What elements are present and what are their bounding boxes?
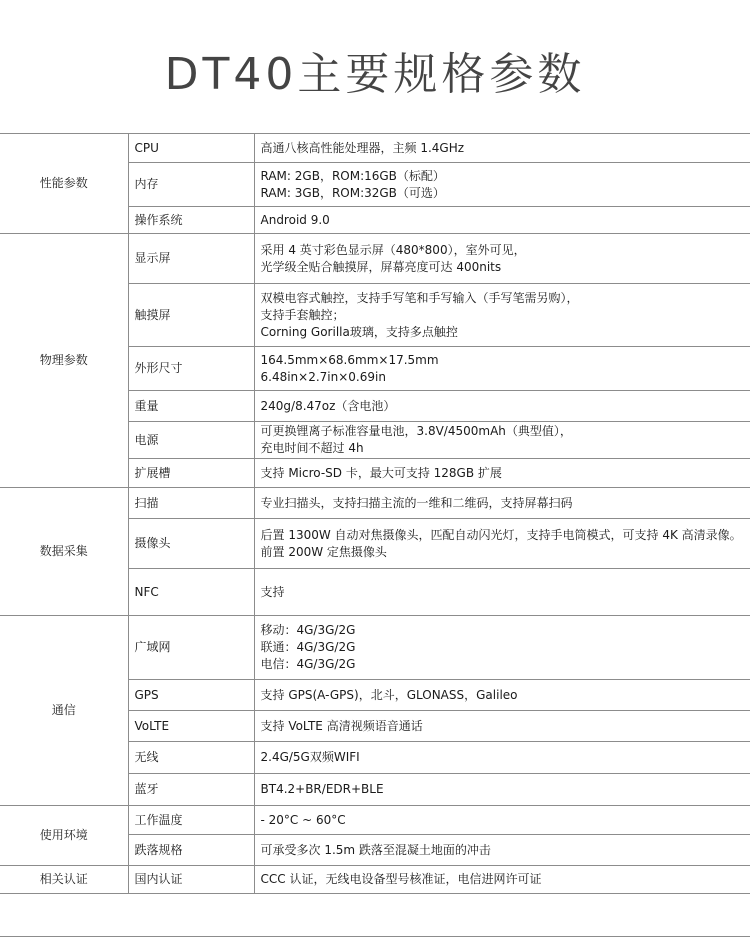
value-line: - 20°C ~ 60°C	[260, 812, 346, 827]
item-cell: 内存	[128, 163, 254, 207]
value-line: 电信：4G/3G/2G	[260, 657, 356, 671]
category-cell: 性能参数	[0, 134, 128, 234]
value-cell	[254, 163, 750, 207]
value-line: 164.5mm×68.6mm×17.5mm	[260, 352, 439, 367]
value-cell	[254, 422, 750, 459]
value-line: 后置 1300W 自动对焦摄像头，匹配自动闪光灯，支持手电筒模式，可支持 4K 高清录像。	[260, 527, 742, 542]
spec-table	[0, 133, 750, 894]
value-cell	[254, 742, 750, 774]
item-cell: 重量	[128, 391, 254, 422]
value-line: 支持 GPS(A-GPS)，北斗，GLONASS，Galileo	[260, 687, 518, 702]
table-row	[0, 234, 750, 284]
value-cell	[254, 284, 750, 347]
category-cell: 数据采集	[0, 488, 128, 616]
value-cell	[254, 866, 750, 894]
item-cell: 触摸屏	[128, 284, 254, 347]
value-cell	[254, 488, 750, 519]
item-cell: 外形尺寸	[128, 347, 254, 391]
value-cell	[254, 835, 750, 866]
value-cell	[254, 569, 750, 616]
item-cell: GPS	[128, 680, 254, 711]
value-line: 双模电容式触控，支持手写笔和手写输入（手写笔需另购），	[260, 290, 579, 305]
value-cell	[254, 806, 750, 835]
table-row	[0, 806, 750, 835]
value-line: 移动：4G/3G/2G	[260, 623, 356, 637]
value-line: 支持手套触控；	[260, 307, 345, 322]
value-cell	[254, 459, 750, 488]
item-cell: NFC	[128, 569, 254, 616]
value-line: 可承受多次 1.5m 跌落至混凝土地面的冲击	[260, 842, 491, 857]
item-cell: 扩展槽	[128, 459, 254, 488]
value-line: Corning Gorilla玻璃，支持多点触控	[260, 324, 458, 339]
value-line: 充电时间不超过 4h	[260, 441, 364, 455]
item-cell: CPU	[128, 134, 254, 163]
value-cell	[254, 391, 750, 422]
spec-table-body	[0, 134, 750, 894]
table-row	[0, 488, 750, 519]
table-row	[0, 866, 750, 894]
item-cell: 广域网	[128, 616, 254, 680]
category-cell: 相关认证	[0, 866, 128, 894]
item-cell: 国内认证	[128, 866, 254, 894]
value-line: 联通：4G/3G/2G	[260, 640, 356, 654]
table-row	[0, 134, 750, 163]
value-line: 高通八核高性能处理器，主频 1.4GHz	[260, 140, 465, 155]
value-cell	[254, 774, 750, 806]
value-line: CCC 认证，无线电设备型号核准证，电信进网许可证	[260, 872, 542, 886]
value-line: 光学级全贴合触摸屏，屏幕亮度可达 400nits	[260, 259, 502, 274]
value-cell	[254, 347, 750, 391]
item-cell: 扫描	[128, 488, 254, 519]
value-line: 支持 Micro-SD 卡，最大可支持 128GB 扩展	[260, 465, 502, 480]
value-line: Android 9.0	[260, 212, 330, 227]
item-cell: 工作温度	[128, 806, 254, 835]
value-cell	[254, 519, 750, 569]
item-cell: 跌落规格	[128, 835, 254, 866]
value-line: 专业扫描头，支持扫描主流的一维和二维码，支持屏幕扫码	[260, 495, 573, 510]
value-line: RAM: 2GB，ROM:16GB（标配）	[260, 168, 445, 183]
value-line: 可更换锂离子标准容量电池，3.8V/4500mAh（典型值），	[260, 424, 572, 438]
value-line: 支持	[260, 584, 285, 599]
category-cell: 物理参数	[0, 234, 128, 488]
item-cell: 操作系统	[128, 207, 254, 234]
value-line: RAM: 3GB，ROM:32GB（可选）	[260, 185, 445, 200]
item-cell: VoLTE	[128, 711, 254, 742]
value-line: 240g/8.47oz（含电池）	[260, 398, 396, 413]
category-cell: 通信	[0, 616, 128, 806]
item-cell: 蓝牙	[128, 774, 254, 806]
item-cell: 摄像头	[128, 519, 254, 569]
table-bottom-rule	[0, 936, 750, 937]
value-line: 前置 200W 定焦摄像头	[260, 544, 387, 559]
value-cell	[254, 207, 750, 234]
value-cell	[254, 616, 750, 680]
value-line: 6.48in×2.7in×0.69in	[260, 369, 386, 384]
item-cell: 无线	[128, 742, 254, 774]
item-cell: 显示屏	[128, 234, 254, 284]
page-title: DT40主要规格参数	[164, 49, 586, 100]
value-cell	[254, 234, 750, 284]
value-line: BT4.2+BR/EDR+BLE	[260, 782, 384, 796]
table-row	[0, 616, 750, 680]
value-line: 支持 VoLTE 高清视频语音通话	[260, 718, 423, 733]
item-cell: 电源	[128, 422, 254, 459]
category-cell: 使用环境	[0, 806, 128, 866]
value-cell	[254, 680, 750, 711]
value-cell	[254, 134, 750, 163]
value-line: 采用 4 英寸彩色显示屏（480*800），室外可见，	[260, 242, 526, 257]
value-line: 2.4G/5G双频WIFI	[260, 750, 360, 764]
value-cell	[254, 711, 750, 742]
